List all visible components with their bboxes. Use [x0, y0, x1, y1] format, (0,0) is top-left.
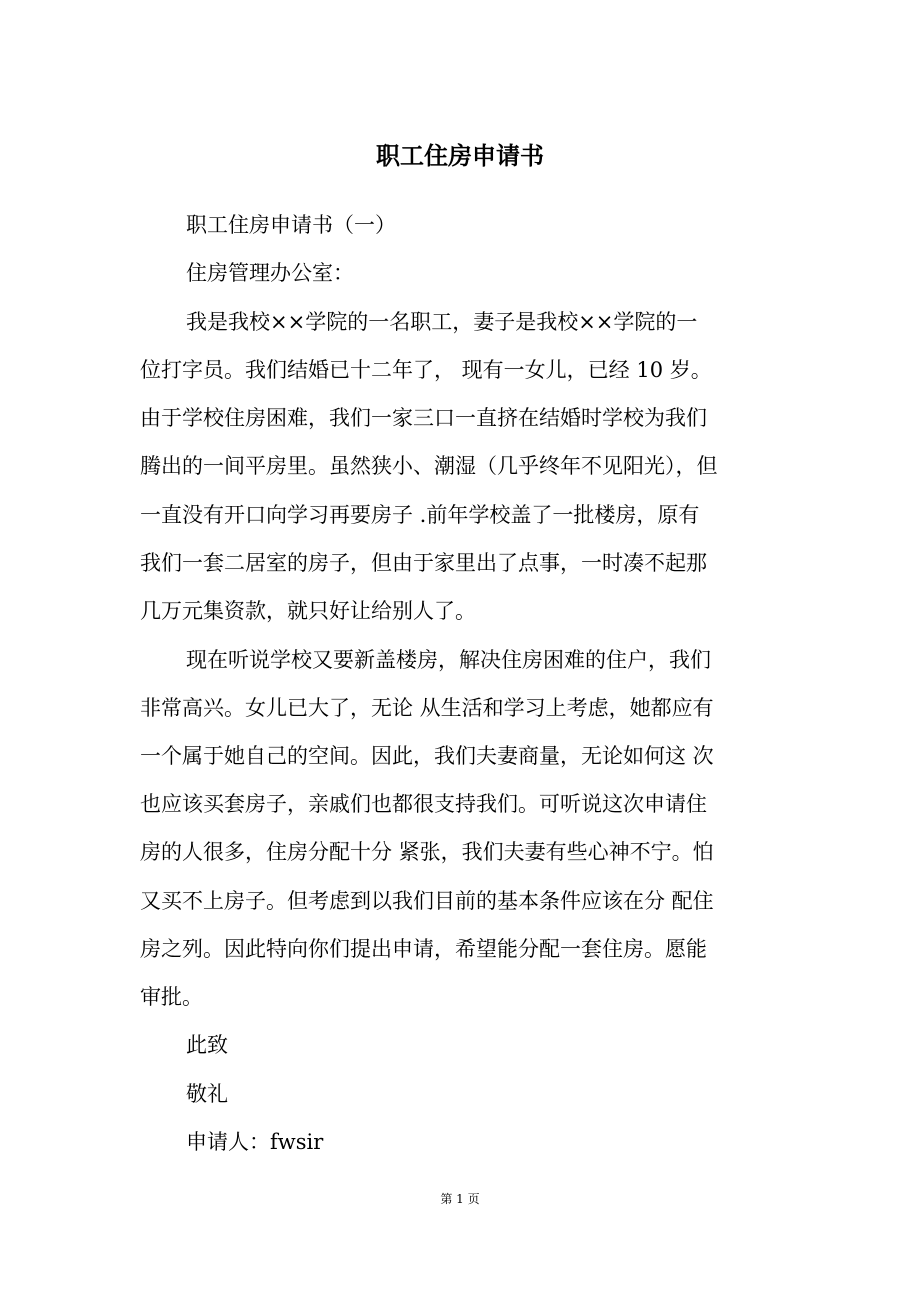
- closing-regards: 敬礼: [186, 1082, 228, 1106]
- paragraph-line: 非常高兴。女儿已大了，无论 从生活和学习上考虑，她都应有: [140, 696, 714, 720]
- paragraph-line: 位打字员。我们结婚已十二年了， 现有一女儿，已经 10 岁。: [140, 358, 712, 382]
- paragraph-line: 一个属于她自己的空间。因此，我们夫妻商量，无论如何这 次: [140, 744, 714, 768]
- paragraph-line: 又买不上房子。但考虑到以我们目前的基本条件应该在分 配住: [140, 889, 714, 913]
- signature: 申请人：fwsir: [186, 1130, 324, 1154]
- paragraph-line: 几万元集资款，就只好让给别人了。: [140, 599, 476, 623]
- addressee: 住房管理办公室：: [186, 261, 354, 285]
- paragraph-line: 我是我校××学院的一名职工，妻子是我校××学院的一: [186, 310, 698, 334]
- paragraph-line: 房的人很多，住房分配十分 紧张，我们夫妻有些心神不宁。怕: [140, 840, 714, 864]
- paragraph-line: 现在听说学校又要新盖楼房，解决住房困难的住户，我们: [186, 648, 711, 672]
- paragraph-line: 也应该买套房子，亲戚们也都很支持我们。可听说这次申请住: [140, 792, 707, 816]
- closing-salutation: 此致: [186, 1033, 228, 1057]
- paragraph-line: 一直没有开口向学习再要房子 .前年学校盖了一批楼房，原有: [140, 503, 700, 527]
- page-number: 第 1 页: [440, 1192, 480, 1206]
- paragraph-line: 房之列。因此特向你们提出申请，希望能分配一套住房。愿能: [140, 937, 707, 961]
- paragraph-line: 腾出的一间平房里。虽然狭小、潮湿（几乎终年不见阳光），但: [140, 454, 718, 478]
- subtitle: 职工住房申请书（一）: [186, 213, 396, 237]
- paragraph-line: 我们一套二居室的房子，但由于家里出了点事，一时凑不起那: [140, 551, 707, 575]
- document-title: 职工住房申请书: [376, 142, 544, 170]
- paragraph-line: 由于学校住房困难，我们一家三口一直挤在结婚时学校为我们: [140, 406, 707, 430]
- paragraph-line: 审批。: [140, 985, 203, 1009]
